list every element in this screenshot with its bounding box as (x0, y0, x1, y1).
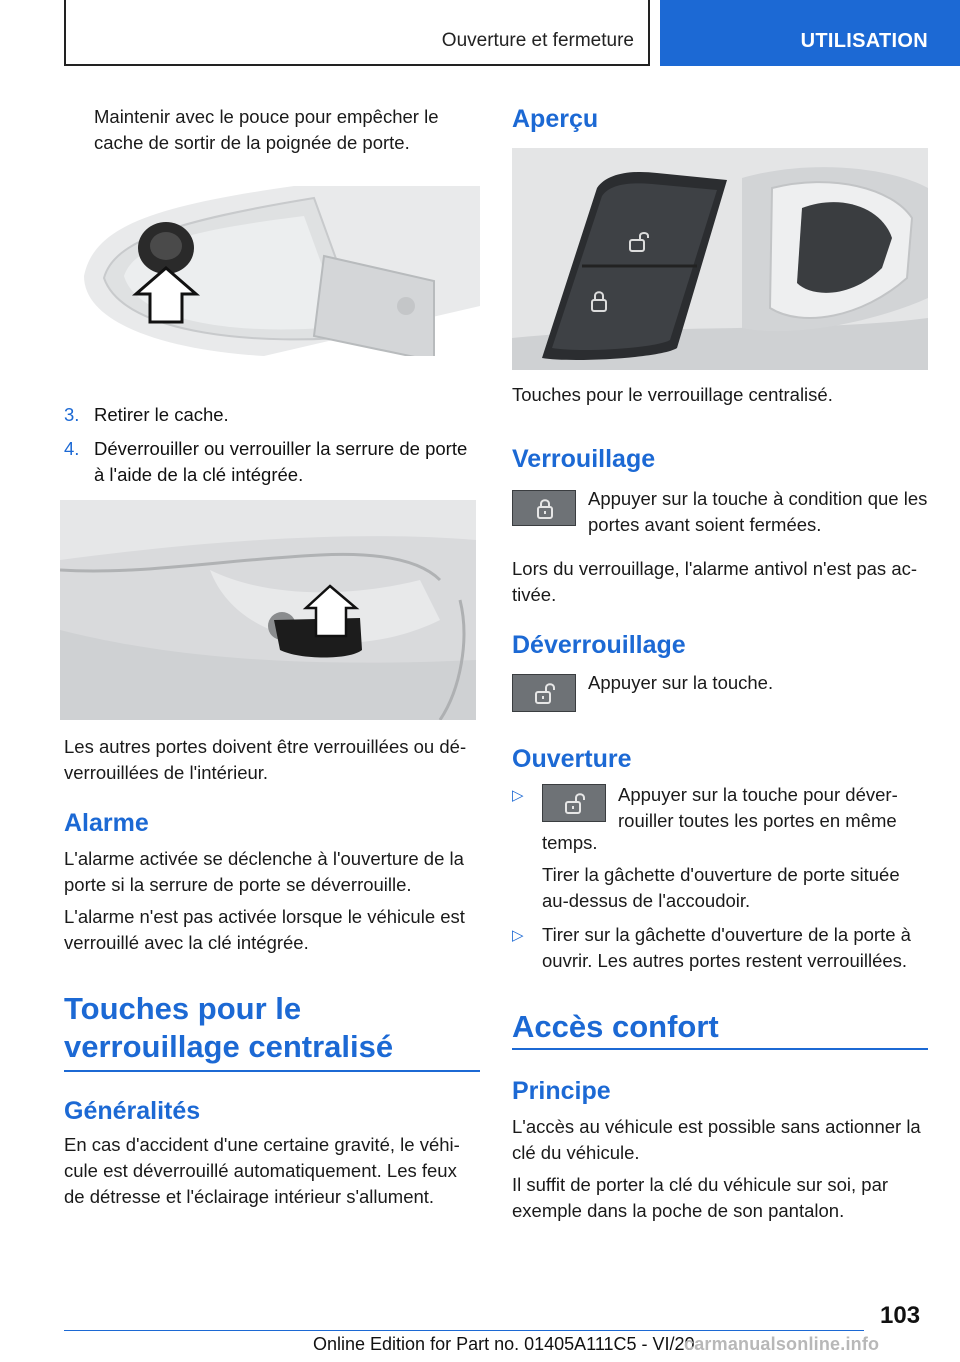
deverrouillage-text: Appuyer sur la touche. (588, 672, 774, 693)
step-text: Retirer le cache. (94, 404, 229, 425)
principe-paragraph-1: L'accès au véhicule est possible sans actionner la clé du véhicule. (512, 1116, 921, 1163)
header-section-title: Ouverture et fermeture (441, 30, 634, 51)
other-doors-text: Les autres portes doivent être verrouillées ou déverrouillées de l'intérieur. (64, 736, 467, 783)
ouverture-bullet-1-text: Appuyer sur la touche pour déverrouiller toutes les portes en même (618, 784, 898, 831)
central-locking-buttons-image (512, 148, 928, 370)
header-chapter-title: UTILISATION (800, 30, 928, 52)
watermark-text: carmanualsonline.info (684, 1334, 880, 1354)
deverrouillage-heading: Déverrouillage (512, 631, 686, 659)
door-key-lock-image (60, 500, 476, 720)
principe-paragraph-2: Il suffit de porter la clé du véhicule sur soi, par exemple dans la poche de son pantalon. (512, 1174, 889, 1221)
acces-confort-heading: Accès confort (512, 1009, 719, 1044)
unlock-button-icon (542, 784, 606, 822)
acces-confort-rule (512, 1048, 928, 1050)
verrouillage-note: Lors du verrouillage, l'alarme antivol n'est pas activée. (512, 558, 918, 605)
unlock-button-icon (512, 674, 576, 712)
apercu-caption: Touches pour le verrouillage centralisé. (512, 384, 833, 405)
bullet-triangle-icon: ▷ (512, 927, 524, 944)
footer-rule (64, 1330, 864, 1331)
door-handle-cover-image (64, 186, 480, 356)
generalites-heading: Généralités (64, 1097, 201, 1125)
touches-heading (64, 990, 480, 1066)
ouverture-heading: Ouverture (512, 745, 632, 773)
header-section-box (64, 0, 650, 66)
touches-heading-line-2: verrouillage centralisé (64, 1029, 394, 1064)
principe-heading: Principe (512, 1077, 611, 1105)
step-3 (64, 402, 480, 428)
edition-text: Online Edition for Part no. 01405A111C5 - VI/20 (313, 1334, 695, 1354)
header-chapter-box (660, 0, 960, 66)
generalites-text: En cas d'accident d'une certaine gravité, le véhicule est déverrouillé automatiquement. Les feux de détresse et l'éclairage intérieur s'allument. (64, 1134, 460, 1207)
step-text: Déverrouiller ou verrouiller la serrure de porte à l'aide de la clé intégrée. (94, 438, 468, 485)
touches-heading-line-1: Touches pour le (64, 991, 302, 1026)
alarme-heading: Alarme (64, 809, 149, 837)
alarme-paragraph-1: L'alarme activée se déclenche à l'ouverture de la porte si la serrure de porte se déverrouille. (64, 848, 464, 895)
verrouillage-text: Appuyer sur la touche à condition que les portes avant soient fermées. (588, 488, 928, 535)
lock-button-icon (512, 490, 576, 526)
step-number: 4. (64, 438, 80, 459)
page-number: 103 (880, 1302, 921, 1329)
bullet-triangle-icon: ▷ (512, 787, 524, 804)
intro-text: Maintenir avec le pouce pour empêcher le cache de sortir de la poignée de porte. (94, 106, 439, 153)
ouverture-bullet-1-extra: Tirer la gâchette d'ouverture de porte située au-dessus de l'accoudoir. (542, 864, 900, 911)
apercu-heading: Aperçu (512, 105, 599, 133)
alarme-paragraph-2: L'alarme n'est pas activée lorsque le véhicule est verrouillé avec la clé intégrée. (64, 906, 465, 953)
ouverture-bullet-1-end: temps. (542, 832, 598, 853)
ouverture-bullet-2-text: Tirer sur la gâchette d'ouverture de la porte à ouvrir. Les autres portes restent verrouillées. (542, 924, 911, 971)
verrouillage-heading: Verrouillage (512, 445, 656, 473)
touches-heading-rule (64, 1070, 480, 1072)
step-4 (64, 436, 480, 488)
step-number: 3. (64, 404, 80, 425)
